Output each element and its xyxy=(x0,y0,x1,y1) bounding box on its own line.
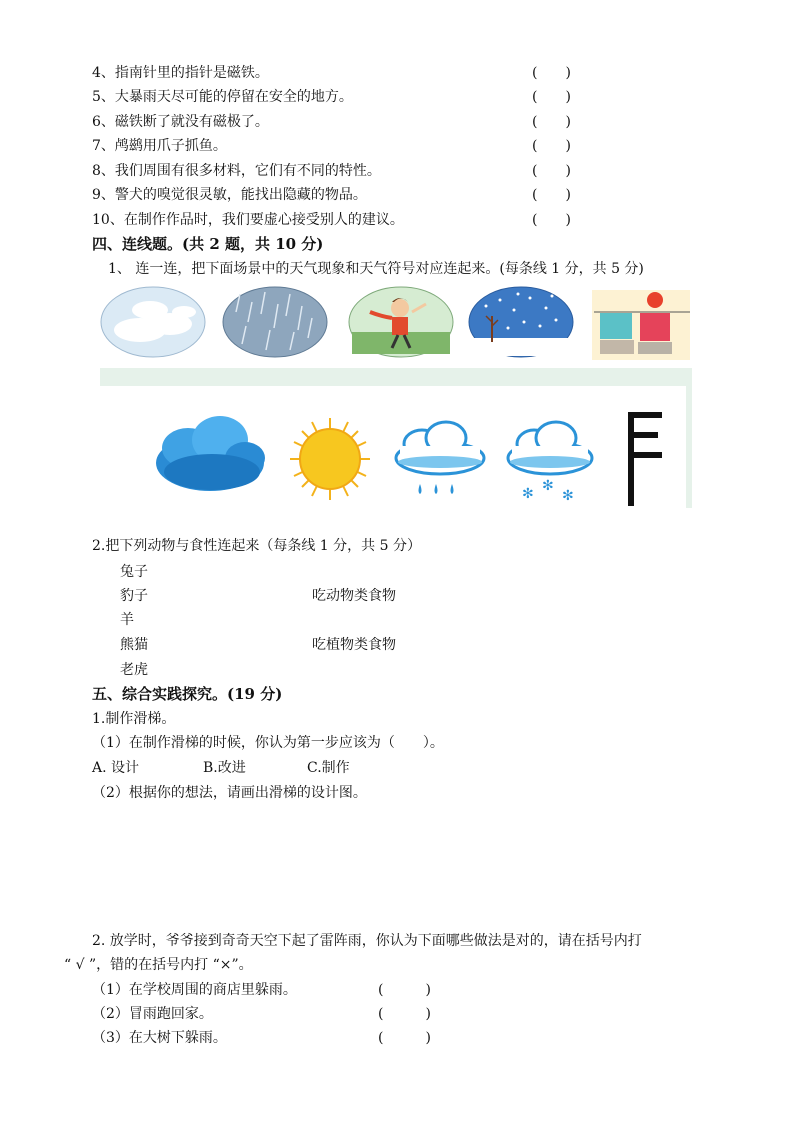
snow-symbol-icon xyxy=(508,422,592,504)
practice-text: （3）在大树下躲雨。 xyxy=(92,1030,227,1046)
animal-item: 老虎 xyxy=(120,662,148,678)
wind-scene-icon xyxy=(349,287,453,357)
answer-parentheses: ( ) xyxy=(378,1006,431,1022)
answer-parentheses: ( ) xyxy=(532,212,571,228)
judgement-text: 6、磁铁断了就没有磁极了。 xyxy=(92,114,269,130)
question-text: （1）在制作滑梯的时候，你认为第一步应该为（ ）。 xyxy=(92,735,444,751)
diet-item: 吃植物类食物 xyxy=(312,637,396,653)
animal-item: 羊 xyxy=(120,612,134,628)
svg-text:✻: ✻ xyxy=(522,486,534,502)
svg-text:✻: ✻ xyxy=(542,478,554,494)
section-heading: 四、连线题。(共 2 题，共 10 分) xyxy=(92,235,324,253)
judgement-item xyxy=(92,159,571,183)
practice-text: （2）冒雨跑回家。 xyxy=(92,1006,213,1022)
cloud-symbol-icon xyxy=(156,416,265,491)
answer-parentheses: ( ) xyxy=(532,89,571,105)
answer-parentheses: ( ) xyxy=(532,114,571,130)
option-a: A. 设计 xyxy=(92,760,140,776)
question-text: 1、 连一连，把下面场景中的天气现象和天气符号对应连起来。(每条线 1 分，共 5 分) xyxy=(108,261,644,277)
snow-scene-icon xyxy=(469,287,573,357)
answer-parentheses: ( ) xyxy=(532,138,571,154)
answer-parentheses: ( ) xyxy=(532,65,571,81)
answer-parentheses: ( ) xyxy=(532,187,571,203)
practice-item xyxy=(92,978,452,1002)
rain-scene-icon xyxy=(223,287,327,357)
rain-symbol-icon xyxy=(396,422,484,494)
animal-item: 豹子 xyxy=(120,588,148,604)
question-text: 2. 放学时，爷爷接到奇奇天空下起了雷阵雨，你认为下面哪些做法是对的，请在括号内打 xyxy=(92,933,642,949)
weather-scenes xyxy=(100,282,692,370)
judgement-item xyxy=(92,110,571,134)
svg-text:✻: ✻ xyxy=(562,488,574,504)
option-c: C.制作 xyxy=(307,760,350,776)
judgement-item xyxy=(92,134,571,158)
judgement-item xyxy=(92,208,571,232)
diet-item: 吃动物类食物 xyxy=(312,588,396,604)
judgement-text: 4、指南针里的指针是磁铁。 xyxy=(92,65,269,81)
section-heading: 五、综合实践探究。(19 分) xyxy=(92,685,283,703)
cloudy-scene-icon xyxy=(101,287,205,357)
answer-parentheses: ( ) xyxy=(378,982,431,998)
answer-parentheses: ( ) xyxy=(532,163,571,179)
judgement-text: 10、在制作作品时，我们要虚心接受别人的建议。 xyxy=(92,212,404,228)
animal-item: 兔子 xyxy=(120,564,148,580)
judgement-text: 5、大暴雨天尽可能的停留在安全的地方。 xyxy=(92,89,353,105)
sun-symbol-icon xyxy=(290,418,370,500)
question-text: 1.制作滑梯。 xyxy=(92,711,176,727)
option-b: B.改进 xyxy=(203,760,246,776)
sunny-scene-icon xyxy=(592,290,690,360)
question-text: （2）根据你的想法，请画出滑梯的设计图。 xyxy=(92,785,367,801)
judgement-item xyxy=(92,183,571,207)
judgement-text: 7、鸬鹚用爪子抓鱼。 xyxy=(92,138,227,154)
judgement-text: 8、我们周围有很多材料，它们有不同的特性。 xyxy=(92,163,381,179)
practice-item xyxy=(92,1002,452,1026)
question-text: “ √ ”，错的在括号内打 “×”。 xyxy=(64,957,253,973)
animal-item: 熊猫 xyxy=(120,637,148,653)
weather-symbols xyxy=(100,368,692,508)
practice-text: （1）在学校周围的商店里躲雨。 xyxy=(92,982,297,998)
practice-item xyxy=(92,1026,452,1050)
judgement-item xyxy=(92,85,571,109)
answer-parentheses: ( ) xyxy=(378,1030,431,1046)
judgement-text: 9、警犬的嗅觉很灵敏，能找出隐藏的物品。 xyxy=(92,187,367,203)
judgement-item xyxy=(92,61,571,85)
wind-symbol-icon xyxy=(628,412,662,506)
question-text: 2.把下列动物与食性连起来（每条线 1 分，共 5 分） xyxy=(92,538,421,554)
